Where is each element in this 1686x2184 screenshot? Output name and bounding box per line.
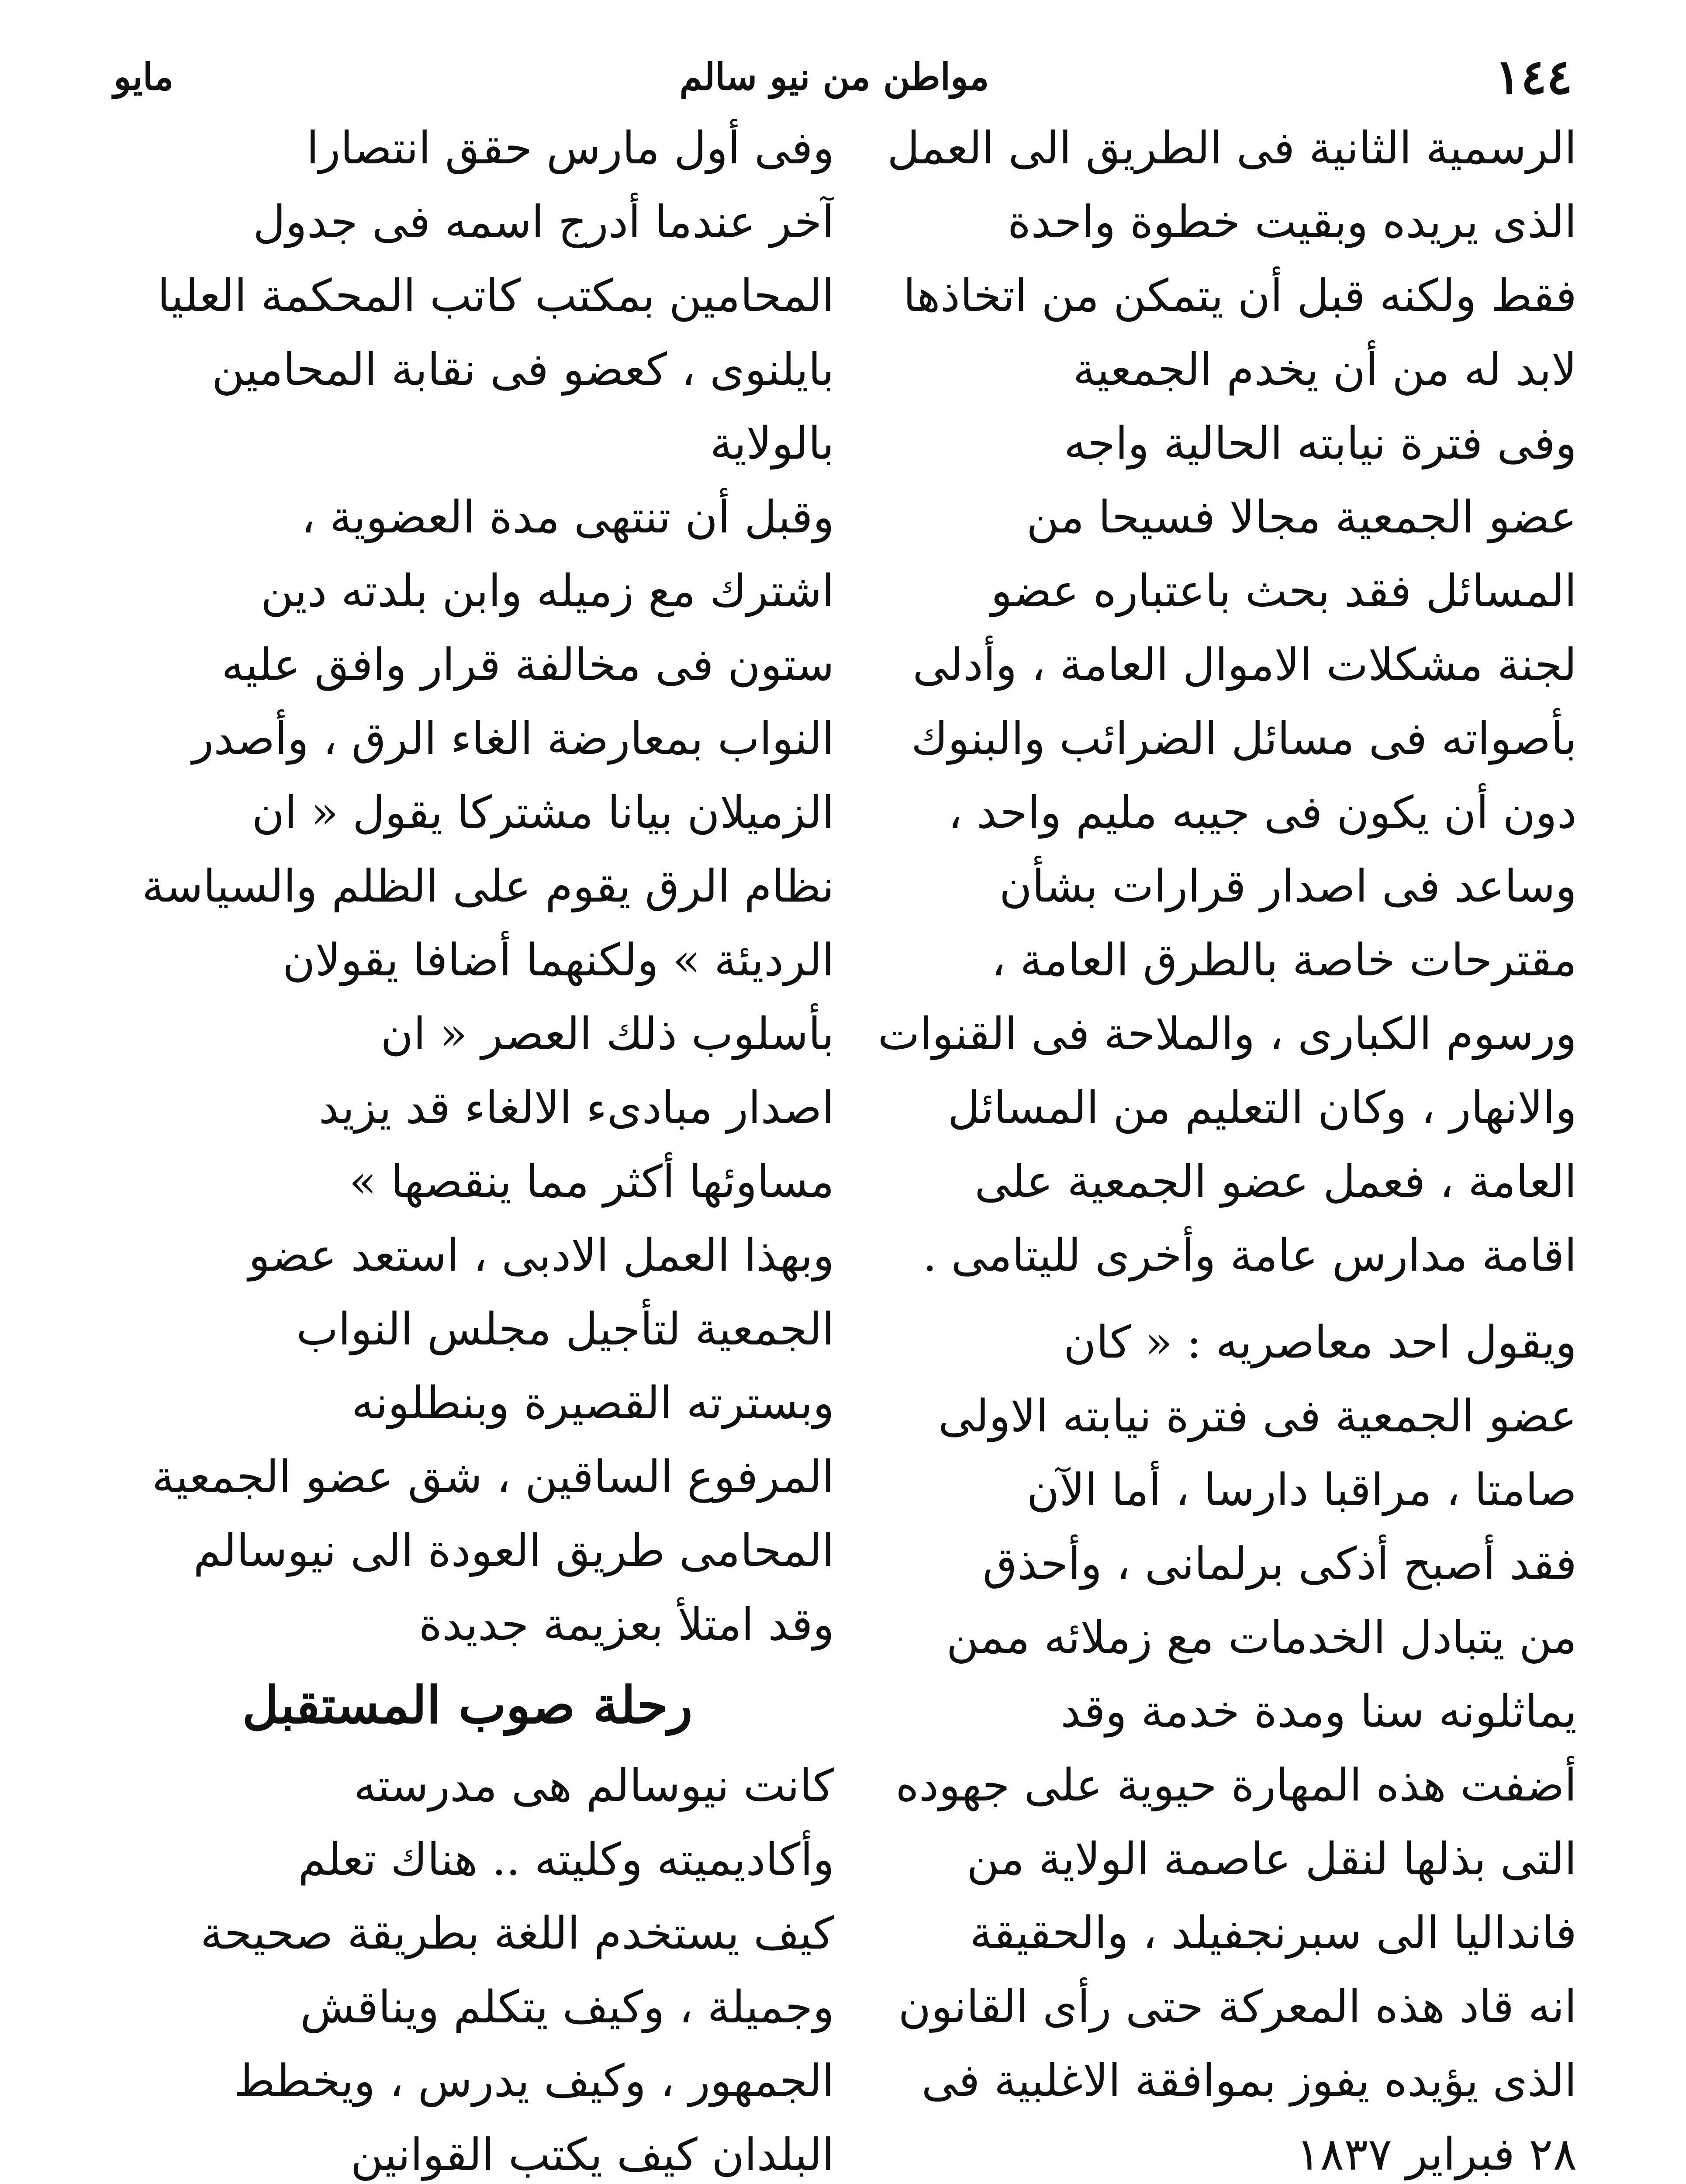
text-line: الزميلان بيانا مشتركا يقول « ان — [252, 787, 834, 839]
text-line: اشترك مع زميله وابن بلدته دين — [261, 565, 834, 617]
text-line: ستون فى مخالفة قرار وافق عليه — [221, 639, 834, 691]
text-line: والانهار ، وكان التعليم من المسائل — [947, 1082, 1577, 1134]
text-line: اقامة مدارس عامة وأخرى لليتامى . — [922, 1230, 1577, 1282]
text-line: المحامين بمكتب كاتب المحكمة العليا — [157, 270, 834, 322]
text-line: النواب بمعارضة الغاء الرق ، وأصدر — [192, 713, 834, 765]
text-line: ٢٨ فبراير ١٨٣٧ — [1296, 2129, 1577, 2181]
text-line: ورسوم الكبارى ، والملاحة فى القنوات — [878, 1008, 1577, 1060]
text-line: انه قاد هذه المعركة حتى رأى القانون — [898, 1981, 1577, 2033]
text-line: الذى يريده وبقيت خطوة واحدة — [1007, 196, 1577, 248]
text-line: لابد له من أن يخدم الجمعية — [1073, 344, 1577, 396]
text-line: يماثلونه سنا ومدة خدمة وقد — [1061, 1686, 1577, 1738]
text-line: أضفت هذه المهارة حيوية على جهوده — [895, 1759, 1577, 1811]
text-line: الرسمية الثانية فى الطريق الى العمل — [887, 122, 1577, 174]
text-line: وقبل أن تنتهى مدة العضوية ، — [301, 491, 834, 543]
section-heading: رحلة صوب المستقبل — [242, 1676, 693, 1735]
text-line: ويقول احد معاصريه : « كان — [1063, 1317, 1577, 1368]
text-line: مقترحات خاصة بالطرق العامة ، — [991, 934, 1577, 986]
text-line: التى بذلها لنقل عاصمة الولاية من — [967, 1833, 1577, 1885]
text-line: وجميلة ، وكيف يتكلم ويناقش — [300, 1981, 834, 2033]
text-line: فقط ولكنه قبل أن يتمكن من اتخاذها — [903, 270, 1577, 322]
text-line: كيف يستخدم اللغة بطريقة صحيحة — [200, 1908, 834, 1959]
right-column — [843, 111, 1577, 2184]
left-column-upper — [100, 111, 834, 1662]
text-line: صامتا ، مراقبا دارسا ، أما الآن — [1026, 1464, 1577, 1516]
text-line: المحامى طريق العودة الى نيوسالم — [193, 1525, 834, 1577]
left-column — [100, 111, 834, 2184]
text-line: وفى فترة نيابته الحالية واجه — [1064, 418, 1577, 470]
text-line: وفى أول مارس حقق انتصارا — [306, 122, 834, 174]
text-line: لجنة مشكلات الاموال العامة ، وأدلى — [912, 639, 1577, 691]
page-header — [114, 44, 1572, 109]
text-line: المرفوع الساقين ، شق عضو الجمعية — [152, 1451, 834, 1503]
text-line: فقد أصبح أذكى برلمانى ، وأحذق — [982, 1538, 1577, 1590]
text-line: الجمعية لتأجيل مجلس النواب — [296, 1303, 834, 1355]
text-line: بالولاية — [710, 418, 834, 470]
text-line: عضو الجمعية فى فترة نيابته الاولى — [938, 1390, 1577, 1442]
text-line: بايلنوى ، كعضو فى نقابة المحامين — [211, 344, 834, 396]
text-line: المسائل فقد بحث باعتباره عضو — [991, 565, 1577, 617]
text-line: الجمهور ، وكيف يدرس ، ويخطط — [233, 2055, 834, 2107]
text-line: وبهذا العمل الادبى ، استعد عضو — [248, 1230, 834, 1282]
text-line: كانت نيوسالم هى مدرسته — [354, 1760, 834, 1812]
text-line: آخر عندما أدرج اسمه فى جدول — [253, 196, 834, 248]
text-line: فانداليا الى سبرنجفيلد ، والحقيقة — [970, 1907, 1577, 1959]
page-number: ١٤٤ — [1495, 48, 1572, 105]
text-line: وساعد فى اصدار قرارات بشأن — [999, 860, 1577, 912]
text-line: الذى يؤيده يفوز بموافقة الاغلبية فى — [921, 2055, 1577, 2107]
text-line: وبسترته القصيرة وبنطلونه — [351, 1377, 834, 1429]
text-line: مساوئها أكثر مما ينقصها » — [349, 1156, 834, 1208]
text-line: بأسلوب ذلك العصر « ان — [380, 1008, 834, 1060]
text-line: بأصواته فى مسائل الضرائب والبنوك — [911, 713, 1577, 765]
month-label: مايو — [114, 55, 174, 98]
left-column-lower — [100, 1749, 834, 2184]
text-line: اصدار مبادىء الالغاء قد يزيد — [318, 1082, 834, 1134]
text-line: العامة ، فعمل عضو الجمعية على — [974, 1156, 1577, 1208]
text-line: البلدان كيف يكتب القوانين — [350, 2129, 834, 2181]
text-line: عضو الجمعية مجالا فسيحا من — [1026, 491, 1577, 543]
text-line: نظام الرق يقوم على الظلم والسياسة — [142, 860, 834, 912]
running-title: مواطن من نيو سالم — [679, 55, 989, 98]
text-line: وأكاديميته وكليته .. هناك تعلم — [298, 1834, 834, 1886]
text-line: دون أن يكون فى جيبه مليم واحد ، — [948, 787, 1577, 839]
text-line: وقد امتلأ بعزيمة جديدة — [418, 1599, 834, 1651]
text-line: من يتبادل الخدمات مع زملائه ممن — [946, 1612, 1577, 1664]
text-line: الرديئة » ولكنهما أضافا يقولان — [282, 934, 834, 986]
